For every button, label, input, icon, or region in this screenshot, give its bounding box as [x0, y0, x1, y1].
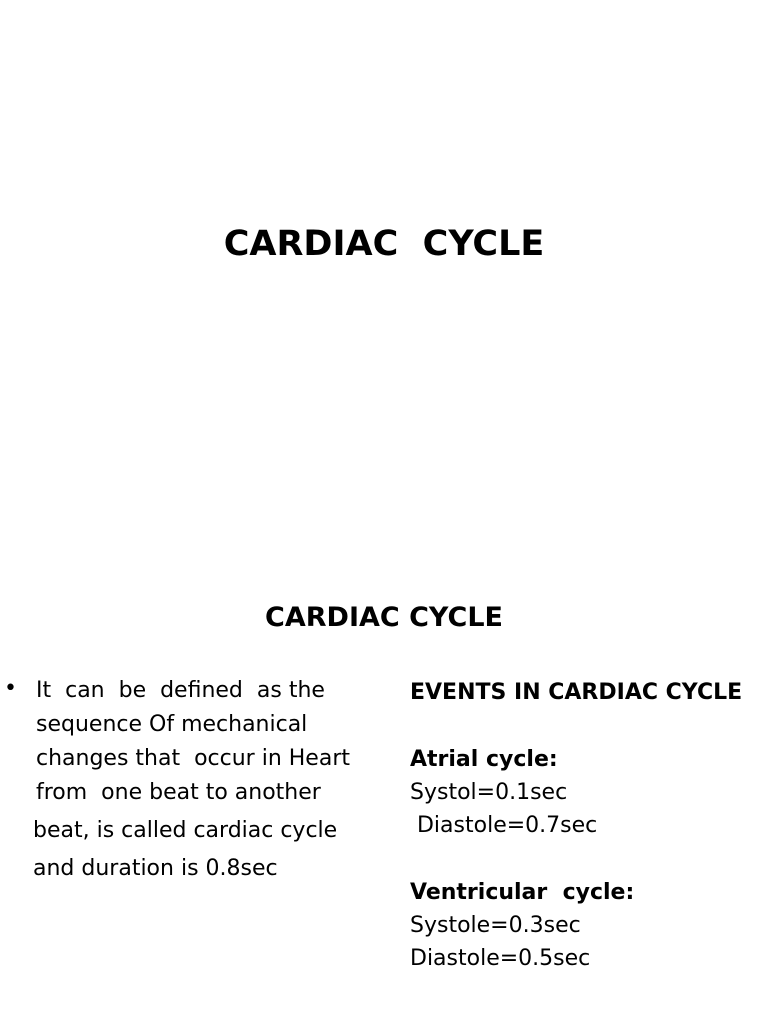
slide-2 — [0, 512, 768, 1024]
bullet-line-6: and duration is 0.8sec — [33, 856, 278, 881]
bullet-line-4: from one beat to another — [36, 780, 321, 805]
events-panel — [410, 676, 742, 976]
bullet-line-3: changes that occur in Heart — [36, 746, 350, 771]
bullet-line-2: sequence Of mechanical — [36, 712, 308, 737]
slide-2-title: CARDIAC CYCLE — [265, 602, 503, 633]
bullet-line-1: It can be defined as the — [36, 678, 325, 703]
atrial-diastole: Diastole=0.7sec — [410, 813, 598, 839]
ventricular-systole: Systole=0.3sec — [410, 913, 581, 939]
ventricular-diastole: Diastole=0.5sec — [410, 946, 591, 972]
events-heading: EVENTS IN CARDIAC CYCLE — [410, 680, 743, 705]
spacer — [410, 842, 742, 875]
bullet-icon: • — [4, 676, 17, 701]
slide-1-title: CARDIAC CYCLE — [223, 224, 545, 264]
spacer — [410, 709, 742, 742]
atrial-systole: Systol=0.1sec — [410, 779, 568, 805]
ventricular-cycle-heading: Ventricular cycle: — [410, 879, 635, 905]
atrial-cycle-heading: Atrial cycle: — [410, 746, 558, 772]
bullet-line-5: beat, is called cardiac cycle — [33, 818, 338, 843]
